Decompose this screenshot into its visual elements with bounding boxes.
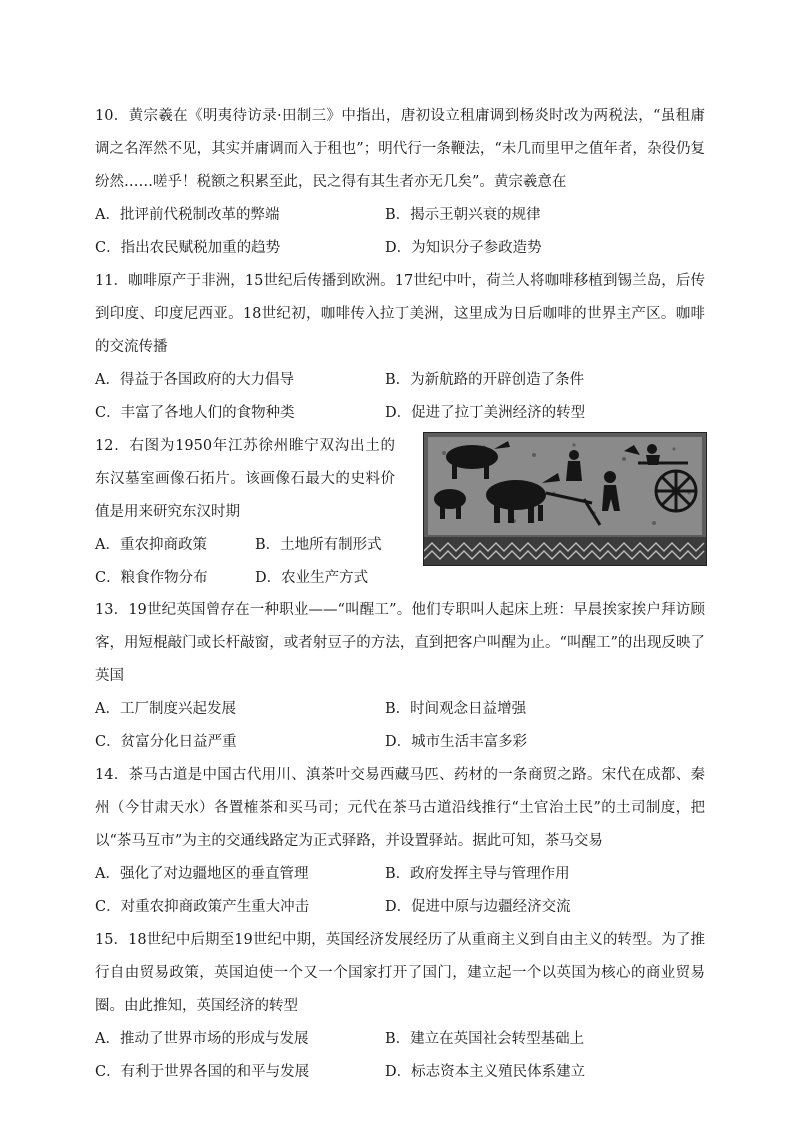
option-c[interactable]: C．贫富分化日益严重 [95, 734, 237, 750]
option-b[interactable]: B．土地所有制形式 [255, 537, 382, 553]
option-list [95, 693, 705, 759]
question-stem: 10．黄宗羲在《明夷待访录·田制三》中指出，唐初设立租庸调到杨炎时改为两税法，“虽租庸调之名浑然不见，其实并庸调而入于租也”；明代行一条鞭法，“未几而里甲之值年者，杂役仍复纷然……嗟乎！税额之积累至此，民之得有其生者亦无几矣”。黄宗羲意在 [95, 108, 705, 190]
option-b[interactable]: B．为新航路的开辟创造了条件 [385, 372, 585, 388]
relief-illustration [424, 433, 706, 565]
question-12 [95, 430, 705, 594]
question-stem: 14．茶马古道是中国古代用川、滇茶叶交易西藏马匹、药材的一条商贸之路。宋代在成都、秦州（今甘肃天水）各置榷茶和买马司；元代在茶马古道沿线推行“土官治土民”的土司制度，把以“茶马互市”为主的交通线路定为正式驿路，并设置驿站。据此可知，茶马交易 [95, 767, 705, 849]
option-a[interactable]: A．得益于各国政府的大力倡导 [95, 372, 294, 388]
option-b[interactable]: B．时间观念日益增强 [385, 701, 527, 717]
option-a[interactable]: A．重农抑商政策 [95, 537, 207, 553]
option-list [95, 529, 405, 595]
option-d[interactable]: D．促进中原与边疆经济交流 [385, 899, 571, 915]
option-d[interactable]: D．农业生产方式 [255, 570, 369, 586]
question-10 [95, 100, 705, 265]
question-13 [95, 594, 705, 759]
option-list [95, 858, 705, 924]
question-stem: 15．18世纪中后期至19世纪中期，英国经济发展经历了从重商主义到自由主义的转型。为了推行自由贸易政策，英国迫使一个又一个国家打开了国门，建立起一个以英国为核心的商业贸易圈。由此推知，英国经济的转型 [95, 932, 705, 1014]
option-d[interactable]: D．标志资本主义殖民体系建立 [385, 1064, 586, 1080]
question-stem: 11．咖啡原产于非洲，15世纪后传播到欧洲。17世纪中叶，荷兰人将咖啡移植到锡兰岛，后传到印度、印度尼西亚。18世纪初，咖啡传入拉丁美洲，这里成为日后咖啡的世界主产区。咖啡的交流传播 [95, 273, 705, 355]
option-c[interactable]: C．对重农抑商政策产生重大冲击 [95, 899, 310, 915]
stone-relief-rubbing-image [423, 432, 707, 566]
option-list [95, 1023, 705, 1089]
option-b[interactable]: B．建立在英国社会转型基础上 [385, 1031, 585, 1047]
option-d[interactable]: D．促进了拉丁美洲经济的转型 [385, 405, 586, 421]
option-d[interactable]: D．为知识分子参政造势 [385, 240, 542, 256]
option-b[interactable]: B．政府发挥主导与管理作用 [385, 866, 570, 882]
option-a[interactable]: A．推动了世界市场的形成与发展 [95, 1031, 309, 1047]
option-a[interactable]: A．工厂制度兴起发展 [95, 701, 236, 717]
option-b[interactable]: B．揭示王朝兴衰的规律 [385, 207, 541, 223]
question-stem: 13．19世纪英国曾存在一种职业——“叫醒工”。他们专职叫人起床上班：早晨挨家挨户拜访顾客，用短棍敲门或长杆敲窗，或者射豆子的方法，直到把客户叫醒为止。“叫醒工”的出现反映了英国 [95, 602, 705, 684]
question-14 [95, 759, 705, 924]
exam-page [95, 100, 705, 1089]
option-c[interactable]: C．粮食作物分布 [95, 570, 208, 586]
question-stem: 12．右图为1950年江苏徐州睢宁双沟出土的东汉墓室画像石拓片。该画像石最大的史料价值是用来研究东汉时期 [95, 438, 395, 520]
option-a[interactable]: A．批评前代税制改革的弊端 [95, 207, 280, 223]
question-15 [95, 924, 705, 1089]
option-list [95, 364, 705, 430]
option-c[interactable]: C．指出农民赋税加重的趋势 [95, 240, 281, 256]
option-c[interactable]: C．丰富了各地人们的食物种类 [95, 405, 295, 421]
option-c[interactable]: C．有利于世界各国的和平与发展 [95, 1064, 310, 1080]
option-a[interactable]: A．强化了对边疆地区的垂直管理 [95, 866, 309, 882]
option-list [95, 199, 705, 265]
option-d[interactable]: D．城市生活丰富多彩 [385, 734, 528, 750]
question-11 [95, 265, 705, 430]
